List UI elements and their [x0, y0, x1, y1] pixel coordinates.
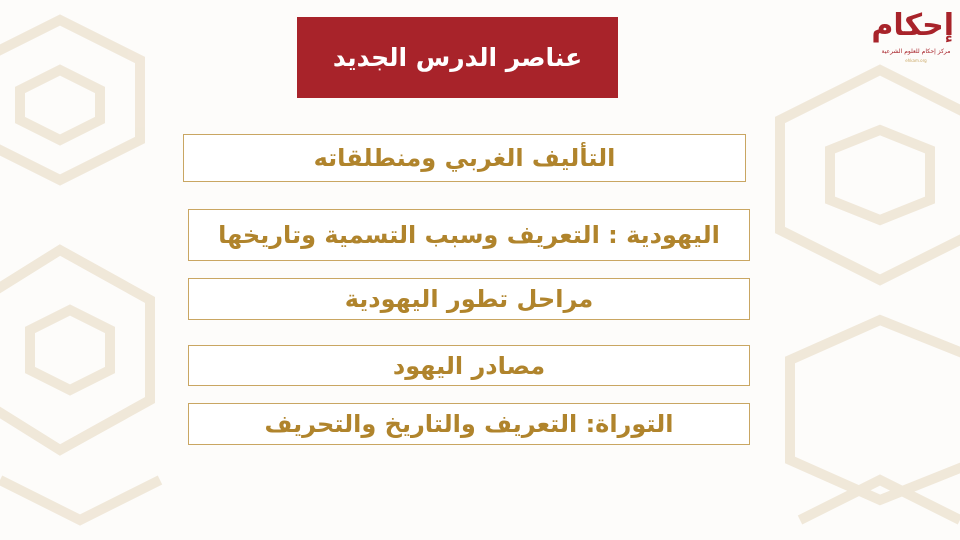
- ehkam-logo: [871, 4, 954, 66]
- lesson-item-1: [183, 134, 746, 182]
- logo-wordmark: إحكام: [871, 8, 954, 43]
- logo-subtitle: مركز إحكام للعلوم الشرعية: [881, 48, 951, 55]
- lesson-item-4: [188, 345, 750, 386]
- lesson-item-label: التأليف الغربي ومنطلقاته: [313, 144, 616, 172]
- lesson-item-label: اليهودية : التعريف وسبب التسمية وتاريخها: [218, 221, 720, 249]
- lesson-item-label: مصادر اليهود: [392, 351, 546, 380]
- lesson-item-3: [188, 278, 750, 320]
- lesson-item-5: [188, 403, 750, 445]
- lesson-title-banner: [297, 17, 618, 98]
- lesson-title: عناصر الدرس الجديد: [332, 43, 583, 72]
- lesson-item-2: [188, 209, 750, 261]
- lesson-item-label: مراحل تطور اليهودية: [344, 285, 594, 313]
- lesson-item-label: التوراة: التعريف والتاريخ والتحريف: [264, 410, 674, 438]
- logo-url: ehkam.org: [905, 58, 927, 63]
